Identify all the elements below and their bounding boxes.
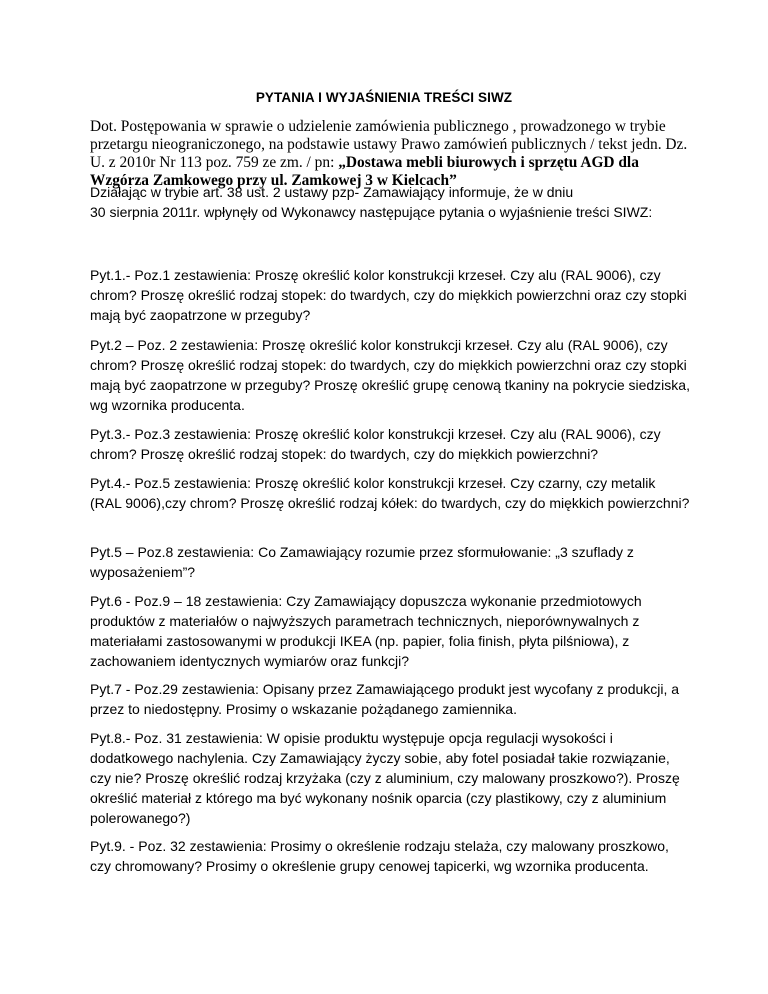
question-2: Pyt.2 – Poz. 2 zestawienia: Proszę określić kolor konstrukcji krzeseł. Czy alu (RAL 9006), czy chrom? Proszę określić rodzaj stopek: do twardych, czy do miękkich powierzchni oraz czy stopki mają być zaopatrzone w przeguby? Proszę określić grupę cenową tkaniny na pokrycie siedziska, wg wzornika producenta.: [90, 337, 690, 413]
question-6: Pyt.6 - Poz.9 – 18 zestawienia: Czy Zamawiający dopuszcza wykonanie przedmiotowych produktów z materiałów o najwyższych parametrach technicznych, nieporównywalnych z materiałami zastosowanymi w produkcji IKEA (np. papier, folia finish, płyta pilśniowa), z zachowaniem identycznych wymiarów oraz funkcji?: [90, 593, 642, 669]
notice-paragraph: [90, 182, 690, 222]
question-1: Pyt.1.- Poz.1 zestawienia: Proszę określić kolor konstrukcji krzeseł. Czy alu (RAL 9006), czy chrom? Proszę określić rodzaj stopek: do twardych, czy do miękkich powierzchni oraz czy stopki mają być zaopatrzone w przeguby?: [90, 267, 687, 323]
question-3: Pyt.3.- Poz.3 zestawienia: Proszę określić kolor konstrukcji krzeseł. Czy alu (RAL 9006), czy chrom? Proszę określić rodzaj stopek: do twardych, czy do miękkich powierzchni?: [90, 426, 661, 462]
notice-line-2: 30 sierpnia 2011r. wpłynęły od Wykonawcy następujące pytania o wyjaśnienie treści SIWZ:: [90, 204, 653, 220]
intro-paragraph: [90, 118, 690, 190]
notice-line-1: Działając w trybie art. 38 ust. 2 ustawy pzp- Zamawiający informuje, że w dniu: [90, 184, 574, 200]
question-9: Pyt.9. - Poz. 32 zestawienia: Prosimy o określenie rodzaju stelaża, czy malowany proszkowo, czy chromowany? Prosimy o określenie grupy cenowej tapicerki, wg wzornika producenta.: [90, 838, 669, 874]
question-8: Pyt.8.- Poz. 31 zestawienia: W opisie produktu występuje opcja regulacji wysokości i dodatkowego nachylenia. Czy Zamawiający życzy sobie, aby fotel posiadał takie rozwiązanie, czy nie? Proszę określić rodzaj krzyżaka (czy z aluminium, czy malowany proszkowo?). Proszę określić materiał z którego ma być wykonany nośnik oparcia (czy plastikowy, czy z aluminium polerowanego?): [90, 730, 680, 826]
question-7: Pyt.7 - Poz.29 zestawienia: Opisany przez Zamawiającego produkt jest wycofany z produkcji, a przez to niedostępny. Prosimy o wskazanie pożądanego zamiennika.: [90, 681, 680, 717]
question-4: Pyt.4.- Poz.5 zestawienia: Proszę określić kolor konstrukcji krzeseł. Czy czarny, czy metalik (RAL 9006),czy chrom? Proszę określić rodzaj kółek: do twardych, czy do miękkich powierzchni?: [90, 475, 690, 511]
document-title: PYTANIA I WYJAŚNIENIA TREŚCI SIWZ: [255, 90, 513, 105]
intro-text: Dot. Postępowania w sprawie o udzielenie zamówienia publicznego , prowadzonego w trybie przetargu nieograniczonego, na podstawie ustawy Prawo zamówień publicznych / tekst jedn. Dz. U. z 2010r Nr 113 poz. 759 ze zm. / pn:: [90, 118, 688, 171]
tender-name: „Dostawa mebli biurowych i sprzętu AGD dla Wzgórza Zamkowego przy ul. Zamkowej 3 w Kielcach”: [90, 154, 639, 189]
question-5: Pyt.5 – Poz.8 zestawienia: Co Zamawiający rozumie przez sformułowanie: „3 szuflady z wyposażeniem”?: [90, 544, 634, 580]
